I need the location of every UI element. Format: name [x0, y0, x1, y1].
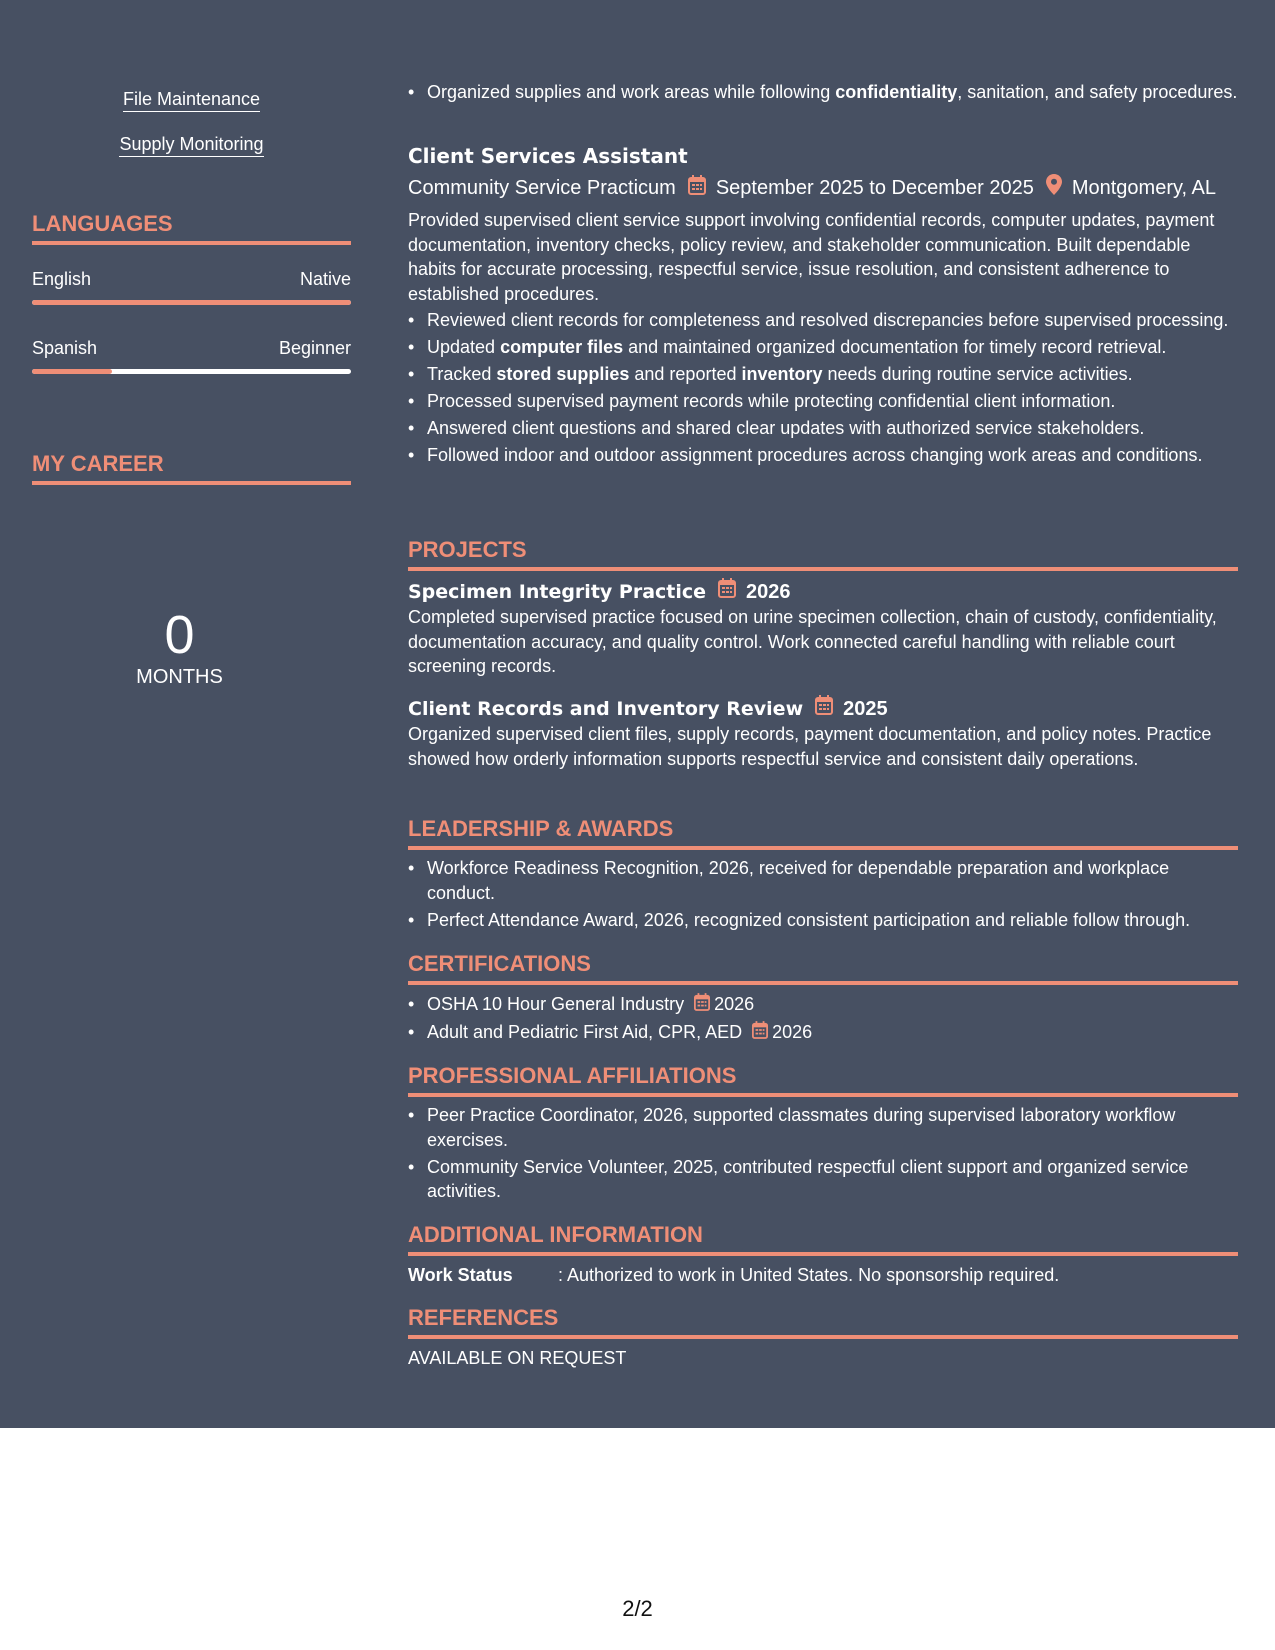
project-year: 2025 — [843, 697, 888, 720]
language-name: Spanish — [32, 338, 98, 358]
references-heading: REFERENCES — [408, 1305, 1238, 1339]
list-item: • Reviewed client records for completeness and resolved discrepancies before supervised processing. — [408, 308, 1238, 333]
work-status-value: : Authorized to work in United States. No sponsorship required. — [558, 1265, 1060, 1285]
projects-heading: PROJECTS — [408, 537, 1238, 571]
language-english — [32, 268, 351, 305]
job-summary: Provided supervised client service support involving confidential records, computer updates, payment documentation, inventory checks, policy review, and stakeholder communication. Built dependable habits for accurate processing, respectful service, issue resolution, and consistent adherence to established procedures. — [408, 210, 1215, 304]
work-status-label: Work Status — [408, 1265, 513, 1285]
project-description: Organized supervised client files, supply records, payment documentation, and policy notes. Practice showed how orderly information supports respectful service and consistent daily operations. — [408, 724, 1212, 769]
references-text: AVAILABLE ON REQUEST — [408, 1348, 627, 1368]
list-item: • Followed indoor and outdoor assignment procedures across changing work areas and conditions. — [408, 443, 1238, 468]
project-title: Client Records and Inventory Review — [408, 697, 804, 720]
list-item: • Community Service Volunteer, 2025, contributed respectful client support and organized service activities. — [408, 1155, 1238, 1204]
list-item: • Workforce Readiness Recognition, 2026, received for dependable preparation and workplace conduct. — [408, 856, 1238, 905]
language-level: Beginner — [278, 338, 351, 358]
language-proficiency-fill — [32, 369, 112, 374]
project-title-row — [408, 695, 1238, 722]
work-status-row — [408, 1263, 1238, 1288]
project-entry — [408, 578, 1238, 679]
awards-list — [408, 856, 1238, 935]
language-proficiency-bar — [32, 300, 351, 305]
job-organization: Community Service Practicum — [408, 177, 676, 199]
job-location: Montgomery, AL — [1071, 177, 1216, 199]
language-proficiency-bar — [32, 369, 351, 374]
additional-heading: ADDITIONAL INFORMATION — [408, 1222, 1238, 1256]
career-value: 0 — [164, 605, 195, 665]
job-entry — [408, 143, 1238, 470]
list-item — [408, 1020, 1238, 1046]
list-item: • Updated computer files and maintained organized documentation for timely record retrieval. — [408, 335, 1238, 360]
project-description: Completed supervised practice focused on urine specimen collection, chain of custody, confidentiality, documentation accuracy, and quality control. Work connected careful handling with reliable court screening records. — [408, 607, 1217, 676]
calendar-icon — [688, 175, 706, 202]
career-duration — [32, 607, 327, 689]
certification-year: 2026 — [772, 1022, 813, 1042]
calendar-icon — [718, 578, 736, 605]
certification-year: 2026 — [714, 994, 755, 1014]
career-unit: MONTHS — [136, 666, 223, 688]
language-level: Native — [299, 269, 351, 289]
certification-name: Adult and Pediatric First Aid, CPR, AED — [427, 1022, 743, 1042]
skill-label: File Maintenance — [123, 88, 260, 112]
list-item: • Answered client questions and shared clear updates with authorized service stakeholders. — [408, 416, 1238, 441]
calendar-icon — [752, 1021, 768, 1046]
awards-heading: LEADERSHIP & AWARDS — [408, 816, 1238, 850]
skill-item — [32, 88, 351, 112]
career-heading: MY CAREER — [32, 451, 351, 485]
list-item: • Processed supervised payment records while protecting confidential client information. — [408, 389, 1238, 414]
project-entry — [408, 695, 1238, 771]
certifications-heading: CERTIFICATIONS — [408, 951, 1238, 985]
calendar-icon — [694, 993, 710, 1018]
project-year: 2026 — [746, 580, 791, 603]
language-proficiency-fill — [32, 300, 351, 305]
languages-heading: LANGUAGES — [32, 211, 351, 245]
list-item: • Tracked stored supplies and reported inventory needs during routine service activities. — [408, 362, 1238, 387]
map-pin-icon — [1046, 174, 1062, 202]
job-dates: September 2025 to December 2025 — [715, 177, 1034, 199]
calendar-icon — [815, 695, 833, 722]
list-item: • Perfect Attendance Award, 2026, recognized consistent participation and reliable follow through. — [408, 908, 1238, 933]
project-title-row — [408, 578, 1238, 605]
certification-name: OSHA 10 Hour General Industry — [427, 994, 685, 1014]
job-title: Client Services Assistant — [408, 144, 688, 168]
job-bullets — [408, 308, 1238, 468]
skill-item — [32, 133, 351, 157]
previous-job-bullets — [408, 80, 1238, 107]
certifications-list — [408, 992, 1238, 1048]
list-item — [408, 992, 1238, 1018]
language-spanish — [32, 337, 351, 374]
project-title: Specimen Integrity Practice — [408, 580, 707, 603]
language-name: English — [32, 269, 92, 289]
job-meta — [408, 174, 1238, 202]
page-number: 2/2 — [622, 1596, 653, 1621]
list-item: • Peer Practice Coordinator, 2026, supported classmates during supervised laboratory workflow exercises. — [408, 1103, 1238, 1152]
affiliations-heading: PROFESSIONAL AFFILIATIONS — [408, 1063, 1238, 1097]
list-item: • Organized supplies and work areas while following confidentiality, sanitation, and safety procedures. — [408, 80, 1238, 105]
skill-label: Supply Monitoring — [119, 133, 263, 157]
affiliations-list — [408, 1103, 1238, 1206]
